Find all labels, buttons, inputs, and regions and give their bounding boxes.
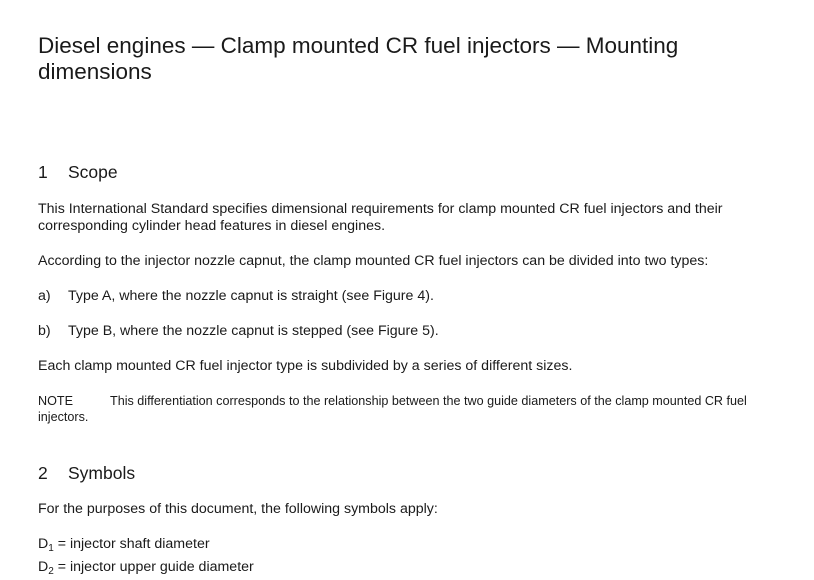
scope-paragraph-3: Each clamp mounted CR fuel injector type is subdivided by a series of different sizes. xyxy=(38,358,573,374)
symbol-d2-text: = injector upper guide diameter xyxy=(57,559,254,575)
note-text: This differentiation corresponds to the relationship between the two guide diameters of the clamp mounted CR fuel injectors. xyxy=(38,394,747,424)
note-label: NOTE xyxy=(38,394,73,408)
list-item-b-label: b) xyxy=(38,323,51,339)
scope-paragraph-1: This International Standard specifies dimensional requirements for clamp mounted CR fuel injectors and their corresponding cylinder head features in diesel engines. xyxy=(38,201,723,234)
list-item-b xyxy=(38,323,439,340)
symbol-d1-letter: D xyxy=(38,536,49,552)
symbol-d1-text: = injector shaft diameter xyxy=(57,536,210,552)
section-1-heading xyxy=(38,162,118,182)
list-item-a xyxy=(38,288,434,305)
list-item-b-text: Type B, where the nozzle capnut is stepped (see Figure 5). xyxy=(68,323,439,339)
section-2-heading xyxy=(38,463,135,483)
section-2-number: 2 xyxy=(38,463,48,483)
symbol-d1 xyxy=(38,536,210,557)
scope-paragraph-2: According to the injector nozzle capnut, the clamp mounted CR fuel injectors can be divided into two types: xyxy=(38,253,709,269)
symbol-d1-subscript: 1 xyxy=(48,543,54,554)
section-1-title: Scope xyxy=(68,162,118,182)
document-title: Diesel engines — Clamp mounted CR fuel injectors — Mounting dimensions xyxy=(38,33,679,84)
list-item-a-text: Type A, where the nozzle capnut is straight (see Figure 4). xyxy=(68,288,434,304)
note xyxy=(38,394,778,425)
section-2-title: Symbols xyxy=(68,463,136,483)
section-1-number: 1 xyxy=(38,162,48,182)
symbols-intro: For the purposes of this document, the following symbols apply: xyxy=(38,501,438,517)
symbol-d2-subscript: 2 xyxy=(48,566,54,577)
symbol-d2 xyxy=(38,559,254,580)
symbol-d2-letter: D xyxy=(38,559,49,575)
list-item-a-label: a) xyxy=(38,288,51,304)
